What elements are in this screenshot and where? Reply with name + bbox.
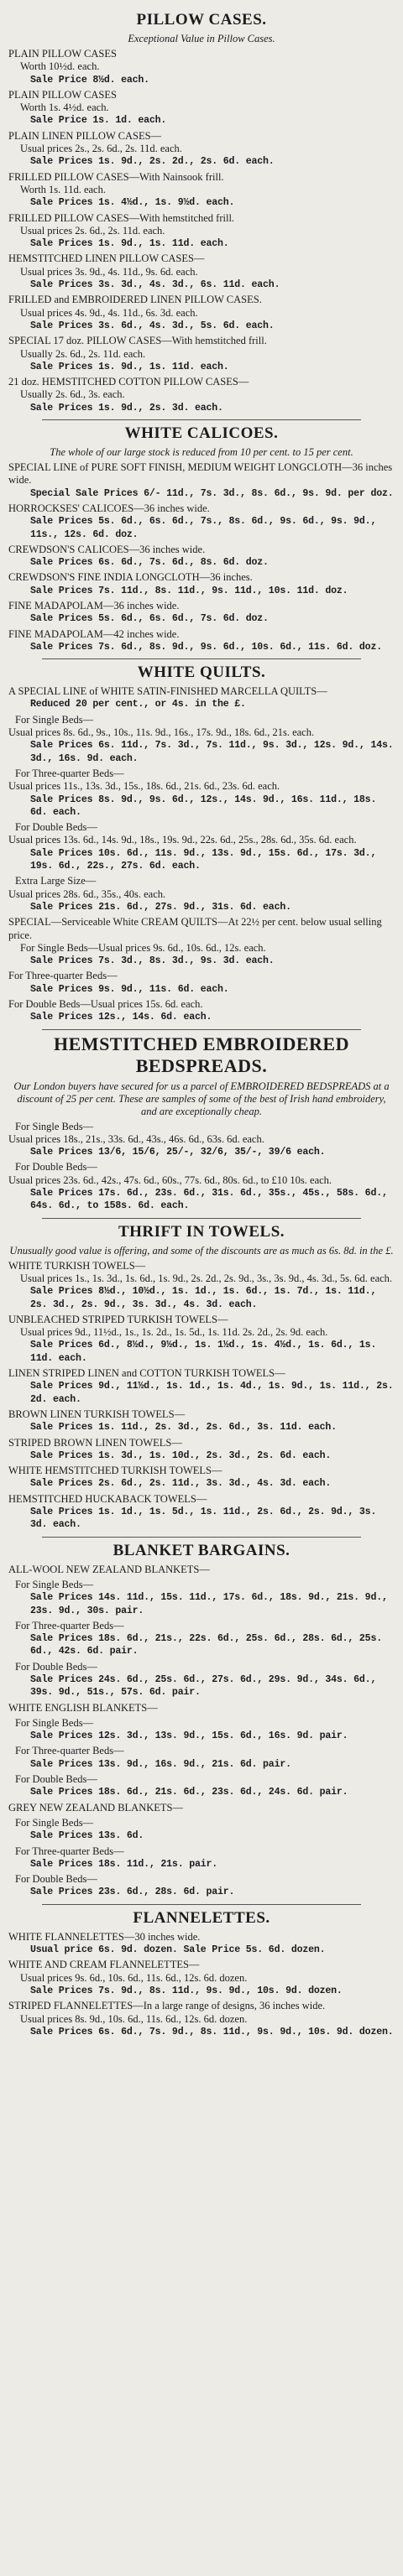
item xyxy=(8,252,395,291)
item-description: FINE MADAPOLAM—42 inches wide. xyxy=(8,627,180,640)
item xyxy=(8,875,395,913)
section-intro: Our London buyers have secured for us a parcel of EMBROIDERED BEDSPREADS at a discount of 25 per cent. These are samples of some of the best of Irish hand embroidery, and are exceptionally cheap. xyxy=(13,1080,390,1117)
item-description: HORROCKSES' CALICOES—36 inches wide. xyxy=(8,502,210,514)
usual-price: Worth 10½d. each. xyxy=(20,60,100,73)
item xyxy=(8,1745,395,1771)
sale-price: Sale Prices 24s. 6d., 25s. 6d., 27s. 6d., 29s. 9d., 34s. 6d., 39s. 9d., 51s., 57s. 6d. pair. xyxy=(30,1673,377,1699)
section xyxy=(8,658,395,1023)
sale-price: Sale Prices 1s. 11d., 2s. 3d., 2s. 6d., 3s. 11d. each. xyxy=(30,1422,337,1434)
bed-size-label: For Three-quarter Beds— xyxy=(15,1845,124,1857)
item xyxy=(8,1314,395,1365)
item xyxy=(8,685,395,711)
sale-price: Sale Prices 5s. 6d., 6s. 6d., 7s. 6d. doz. xyxy=(30,613,269,625)
bed-size-label: For Double Beds— xyxy=(15,1773,97,1786)
item-description: Usual prices 8s. 6d., 9s., 10s., 11s. 9d., 16s., 17s. 9d., 18s. 6d., 21s. each. xyxy=(8,726,315,739)
section-heading: BLANKET BARGAINS. xyxy=(113,1541,290,1559)
item xyxy=(8,1161,395,1212)
sale-price: Sale Prices 1s. 4½d., 1s. 9½d. each. xyxy=(30,197,235,209)
sale-price: Special Sale Prices 6/- 11d., 7s. 3d., 8s. 6d., 9s. 9d. per doz. xyxy=(30,487,394,499)
sale-price: Usual price 6s. 9d. dozen. Sale Price 5s. 6d. dozen. xyxy=(30,1944,326,1956)
bed-size-label: For Three-quarter Beds— xyxy=(15,1745,124,1757)
sale-price: Sale Prices 7s. 9d., 8s. 11d., 9s. 9d., 10s. 9d. dozen. xyxy=(30,1985,343,1996)
sale-price: Sale Prices 5s. 6d., 6s. 6d., 7s., 8s. 6d., 9s. 6d., 9s. 9d., 11s., 12s. 6d. doz. xyxy=(30,516,377,540)
item xyxy=(8,1817,395,1843)
item-description: BROWN LINEN TURKISH TOWELS— xyxy=(8,1408,186,1420)
item xyxy=(8,335,395,373)
item-description: SPECIAL—Serviceable White CREAM QUILTS—At 22½ per cent. below usual selling price. xyxy=(8,916,382,941)
sale-price: Sale Prices 21s. 6d., 27s. 9d., 31s. 6d. each. xyxy=(30,901,291,913)
section-heading: FLANNELETTES. xyxy=(133,1908,270,1927)
sale-price: Sale Prices 1s. 9d., 2s. 3d. each. xyxy=(30,402,223,414)
section-heading: PILLOW CASES. xyxy=(136,11,267,29)
item-description: Usual prices 13s. 6d., 14s. 9d., 18s., 19s. 9d., 22s. 6d., 25s., 28s. 6d., 35s. 6d. each. xyxy=(8,834,357,846)
sale-price: Sale Prices 7s. 6d., 8s. 9d., 9s. 6d., 10s. 6d., 11s. 6d. doz. xyxy=(30,641,382,653)
item xyxy=(8,1437,395,1463)
bed-size-label: For Single Beds— xyxy=(15,1716,94,1729)
section-heading: WHITE QUILTS. xyxy=(137,664,266,682)
sale-price: Sale Prices 8½d., 10½d., 1s. 1d., 1s. 6d., 1s. 7d., 1s. 11d., 2s. 3d., 2s. 9d., 3s. 3d., 4s. 3d. each. xyxy=(30,1286,377,1310)
sale-price: Reduced 20 per cent., or 4s. in the £. xyxy=(30,699,246,710)
usual-price: Usual prices 2s., 2s. 6d., 2s. 11d. each. xyxy=(20,143,182,155)
bed-size-label: For Double Beds— xyxy=(15,1660,97,1673)
item-description: PLAIN LINEN PILLOW CASES— xyxy=(8,129,162,142)
item-description: For Double Beds—Usual prices 15s. 6d. each. xyxy=(8,998,203,1010)
section-divider xyxy=(42,1029,361,1030)
item-description: CREWDSON'S FINE INDIA LONGCLOTH—36 inches. xyxy=(8,571,253,584)
item xyxy=(8,916,395,967)
item-description: FRILLED PILLOW CASES—With hemstitched frill. xyxy=(8,211,235,224)
sale-price: Sale Prices 7s. 11d., 8s. 11d., 9s. 11d., 10s. 11d. doz. xyxy=(30,585,348,596)
item-description: SPECIAL 17 doz. PILLOW CASES—With hemstitched frill. xyxy=(8,335,267,347)
item xyxy=(8,1873,395,1899)
bed-size-label: For Three-quarter Beds— xyxy=(15,1619,124,1631)
sale-price: Sale Prices 6s. 6d., 7s. 9d., 8s. 11d., 9s. 9d., 10s. 9d. dozen. xyxy=(30,2026,394,2037)
item-description: 21 doz. HEMSTITCHED COTTON PILLOW CASES— xyxy=(8,376,249,388)
item-description: CREWDSON'S CALICOES—36 inches wide. xyxy=(8,543,206,555)
section xyxy=(8,1218,395,1532)
bed-size-label: For Double Beds— xyxy=(15,821,97,834)
bed-size-label: For Single Beds— xyxy=(15,1120,94,1132)
item xyxy=(8,1367,395,1406)
usual-price: Worth 1s. 11d. each. xyxy=(20,183,106,195)
section-divider xyxy=(42,1218,361,1219)
item-description: FINE MADAPOLAM—36 inches wide. xyxy=(8,599,180,611)
item xyxy=(8,130,395,169)
item xyxy=(8,1465,395,1491)
sale-price: Sale Prices 1s. 3d., 1s. 10d., 2s. 3d., 2s. 6d. each. xyxy=(30,1449,332,1461)
section xyxy=(8,1904,395,2038)
item xyxy=(8,600,395,626)
item-description: WHITE ENGLISH BLANKETS— xyxy=(8,1701,158,1714)
item-description: Usual prices 18s., 21s., 33s. 6d., 43s., 46s. 6d., 63s. 6d. each. xyxy=(8,1132,264,1145)
section-intro: The whole of our large stock is reduced from 10 per cent. to 15 per cent. xyxy=(50,446,353,459)
item-description: WHITE HEMSTITCHED TURKISH TOWELS— xyxy=(8,1465,222,1477)
item xyxy=(8,1579,395,1617)
item-description: SPECIAL LINE of PURE SOFT FINISH, MEDIUM WEIGHT LONGCLOTH—36 inches wide. xyxy=(8,461,393,487)
item-description: UNBLEACHED STRIPED TURKISH TOWELS— xyxy=(8,1313,228,1325)
item xyxy=(8,89,395,127)
item xyxy=(8,1931,395,1957)
section xyxy=(8,10,395,414)
sale-price: Sale Prices 7s. 3d., 8s. 3d., 9s. 3d. each. xyxy=(30,955,275,967)
section-divider xyxy=(42,1537,361,1538)
usual-price: Usual prices 8s. 9d., 10s. 6d., 11s. 6d., 12s. 6d. dozen. xyxy=(20,2012,248,2025)
item xyxy=(8,1620,395,1658)
sale-price: Sale Prices 17s. 6d., 23s. 6d., 31s. 6d., 35s., 45s., 58s. 6d., 64s. 6d., to 158s. 6d. each. xyxy=(30,1188,388,1212)
item-description: WHITE TURKISH TOWELS— xyxy=(8,1259,146,1272)
item xyxy=(8,1493,395,1532)
sale-price: Sale Price 8½d. each. xyxy=(30,74,149,86)
sale-price: Sale Prices 13s. 6d. xyxy=(30,1830,144,1842)
item-description: WHITE AND CREAM FLANNELETTES— xyxy=(8,1959,200,1971)
item xyxy=(8,294,395,332)
item xyxy=(8,998,395,1024)
item xyxy=(8,571,395,597)
item-description: PLAIN PILLOW CASES xyxy=(8,48,117,60)
sale-price: Sale Prices 1s. 1d., 1s. 5d., 1s. 11d., 2s. 6d., 2s. 9d., 3s. 3d. each. xyxy=(30,1507,377,1531)
item-description: HEMSTITCHED HUCKABACK TOWELS— xyxy=(8,1492,207,1505)
bed-size-label: For Three-quarter Beds— xyxy=(15,767,124,779)
item xyxy=(8,171,395,210)
section xyxy=(8,1537,395,1899)
item xyxy=(8,212,395,251)
item xyxy=(8,1121,395,1159)
sale-price: Sale Prices 3s. 3d., 4s. 3d., 6s. 11d. each. xyxy=(30,279,280,291)
bed-size-label: For Single Beds— xyxy=(15,713,94,726)
section-heading: HEMSTITCHED EMBROIDERED BEDSPREADS. xyxy=(54,1033,349,1076)
item xyxy=(8,376,395,414)
bed-size-label: For Double Beds— xyxy=(15,1161,97,1174)
item xyxy=(8,1564,395,1576)
item-description: HEMSTITCHED LINEN PILLOW CASES— xyxy=(8,252,205,265)
sale-price: Sale Prices 14s. 11d., 15s. 11d., 17s. 6d., 18s. 9d., 21s. 9d., 23s. 9d., 30s. pair. xyxy=(30,1592,388,1616)
bed-size-label: For Single Beds— xyxy=(15,1816,94,1829)
item-description: STRIPED BROWN LINEN TOWELS— xyxy=(8,1436,182,1449)
item xyxy=(8,1661,395,1699)
section-intro: Exceptional Value in Pillow Cases. xyxy=(128,33,275,44)
item xyxy=(8,628,395,654)
section-intro: Unusually good value is offering, and some of the discounts are as much as 6s. 8d. in the £. xyxy=(9,1244,394,1257)
item xyxy=(8,2000,395,2038)
sale-price: Sale Prices 9s. 9d., 11s. 6d. each. xyxy=(30,983,229,995)
item xyxy=(8,544,395,570)
usual-price: Usual prices 4s. 9d., 4s. 11d., 6s. 3d. each. xyxy=(20,306,198,319)
item xyxy=(8,1408,395,1434)
sale-price: Sale Prices 8s. 9d., 9s. 6d., 12s., 14s. 9d., 16s. 11d., 18s. 6d. each. xyxy=(30,794,377,818)
sale-price: Sale Prices 18s. 6d., 21s. 6d., 23s. 6d., 24s. 6d. pair. xyxy=(30,1787,348,1798)
item xyxy=(8,821,395,872)
sale-price: Sale Prices 10s. 6d., 11s. 9d., 13s. 9d., 15s. 6d., 17s. 3d., 19s. 6d., 22s., 27s. 6d. each. xyxy=(30,847,377,872)
item-description: FRILLED and EMBROIDERED LINEN PILLOW CASES. xyxy=(8,294,262,306)
item xyxy=(8,461,395,500)
item-description: Usual prices 23s. 6d., 42s., 47s. 6d., 60s., 77s. 6d., 80s. 6d., to £10 10s. each. xyxy=(8,1174,332,1186)
sale-price: Sale Prices 6s. 6d., 7s. 6d., 8s. 6d. doz. xyxy=(30,557,269,569)
item xyxy=(8,1717,395,1743)
item-description: FRILLED PILLOW CASES—With Nainsook frill. xyxy=(8,170,224,183)
item-description: LINEN STRIPED LINEN and COTTON TURKISH TOWELS— xyxy=(8,1367,285,1380)
sale-price: Sale Prices 1s. 9d., 2s. 2d., 2s. 6d. each. xyxy=(30,156,275,168)
sale-price: Sale Prices 6d., 8½d., 9½d., 1s. 1½d., 1s. 4½d., 1s. 6d., 1s. 11d. each. xyxy=(30,1340,377,1364)
section xyxy=(8,1029,395,1213)
usual-price: Usual prices 9d., 11½d., 1s., 1s. 2d., 1s. 5d., 1s. 11d. 2s. 2d., 2s. 9d. each. xyxy=(20,1326,328,1339)
section-heading: THRIFT IN TOWELS. xyxy=(118,1222,285,1241)
usual-price: Usually 2s. 6d., 3s. each. xyxy=(20,388,125,401)
sale-price: Sale Price 1s. 1d. each. xyxy=(30,115,167,127)
item xyxy=(8,1845,395,1871)
item xyxy=(8,502,395,541)
item xyxy=(8,1773,395,1799)
item-description: For Three-quarter Beds— xyxy=(8,970,118,982)
sale-price: Sale Prices 13s. 9d., 16s. 9d., 21s. 6d. pair. xyxy=(30,1758,291,1770)
usual-price: Usual prices 3s. 9d., 4s. 11d., 9s. 6d. each. xyxy=(20,265,198,278)
item xyxy=(8,714,395,765)
item-description: Usual prices 11s., 13s. 3d., 15s., 18s. 6d., 21s. 6d., 23s. 6d. each. xyxy=(8,780,280,793)
sale-price: Sale Prices 13/6, 15/6, 25/-, 32/6, 35/-, 39/6 each. xyxy=(30,1147,326,1158)
sale-price: Sale Prices 1s. 9d., 1s. 11d. each. xyxy=(30,238,229,250)
item xyxy=(8,1260,395,1311)
bed-size-label: For Single Beds— xyxy=(15,1578,94,1590)
sale-price: Sale Prices 6s. 11d., 7s. 3d., 7s. 11d., 9s. 3d., 12s. 9d., 14s. 3d., 16s. 9d. each. xyxy=(30,740,394,764)
bed-size-label: For Double Beds— xyxy=(15,1873,97,1886)
item-description: ALL-WOOL NEW ZEALAND BLANKETS— xyxy=(8,1563,210,1575)
item xyxy=(8,48,395,86)
section-divider xyxy=(42,658,361,659)
usual-price: Usual prices 1s., 1s. 3d., 1s. 6d., 1s. 9d., 2s. 2d., 2s. 9d., 3s., 3s. 9d., 4s. 3d., 5s. 6d. each. xyxy=(20,1272,393,1284)
item xyxy=(8,1802,395,1814)
item-description: WHITE FLANNELETTES—30 inches wide. xyxy=(8,1930,201,1943)
usual-price: Usual prices 2s. 6d., 2s. 11d. each. xyxy=(20,224,165,237)
section xyxy=(8,419,395,653)
usual-price: Usual prices 9s. 6d., 10s. 6d., 11s. 6d., 12s. 6d. dozen. xyxy=(20,1971,248,1984)
usual-price: For Single Beds—Usual prices 9s. 6d., 10s. 6d., 12s. each. xyxy=(20,941,266,954)
sale-price: Sale Prices 3s. 6d., 4s. 3d., 5s. 6d. each. xyxy=(30,320,275,331)
item-description: Usual prices 28s. 6d., 35s., 40s. each. xyxy=(8,887,166,900)
item xyxy=(8,970,395,996)
section-divider xyxy=(42,1904,361,1905)
sale-price: Sale Prices 1s. 9d., 1s. 11d. each. xyxy=(30,361,229,372)
sale-price: Sale Prices 12s. 3d., 13s. 9d., 15s. 6d., 16s. 9d. pair. xyxy=(30,1730,348,1742)
sale-price: Sale Prices 9d., 11½d., 1s. 1d., 1s. 4d., 1s. 9d., 1s. 11d., 2s. 2d. each. xyxy=(30,1381,394,1405)
sale-price: Sale Prices 12s., 14s. 6d. each. xyxy=(30,1012,212,1023)
item-description: PLAIN PILLOW CASES xyxy=(8,88,117,101)
item xyxy=(8,1702,395,1715)
item-description: GREY NEW ZEALAND BLANKETS— xyxy=(8,1801,183,1814)
sale-price: Sale Prices 23s. 6d., 28s. 6d. pair. xyxy=(30,1886,235,1898)
item xyxy=(8,1959,395,1997)
item-description: A SPECIAL LINE of WHITE SATIN-FINISHED MARCELLA QUILTS— xyxy=(8,685,327,698)
usual-price: Usually 2s. 6d., 2s. 11d. each. xyxy=(20,347,146,360)
sale-price: Sale Prices 18s. 11d., 21s. pair. xyxy=(30,1858,217,1870)
sale-price: Sale Prices 2s. 6d., 2s. 11d., 3s. 3d., 4s. 3d. each. xyxy=(30,1478,332,1490)
section-divider xyxy=(42,419,361,420)
bed-size-label: Extra Large Size— xyxy=(15,875,97,887)
sale-price: Sale Prices 18s. 6d., 21s., 22s. 6d., 25s. 6d., 28s. 6d., 25s. 6d., 42s. 6d. pair. xyxy=(30,1633,382,1657)
item-description: STRIPED FLANNELETTES—In a large range of designs, 36 inches wide. xyxy=(8,2000,326,2012)
usual-price: Worth 1s. 4½d. each. xyxy=(20,101,109,114)
section-heading: WHITE CALICOES. xyxy=(124,424,279,443)
item xyxy=(8,768,395,819)
